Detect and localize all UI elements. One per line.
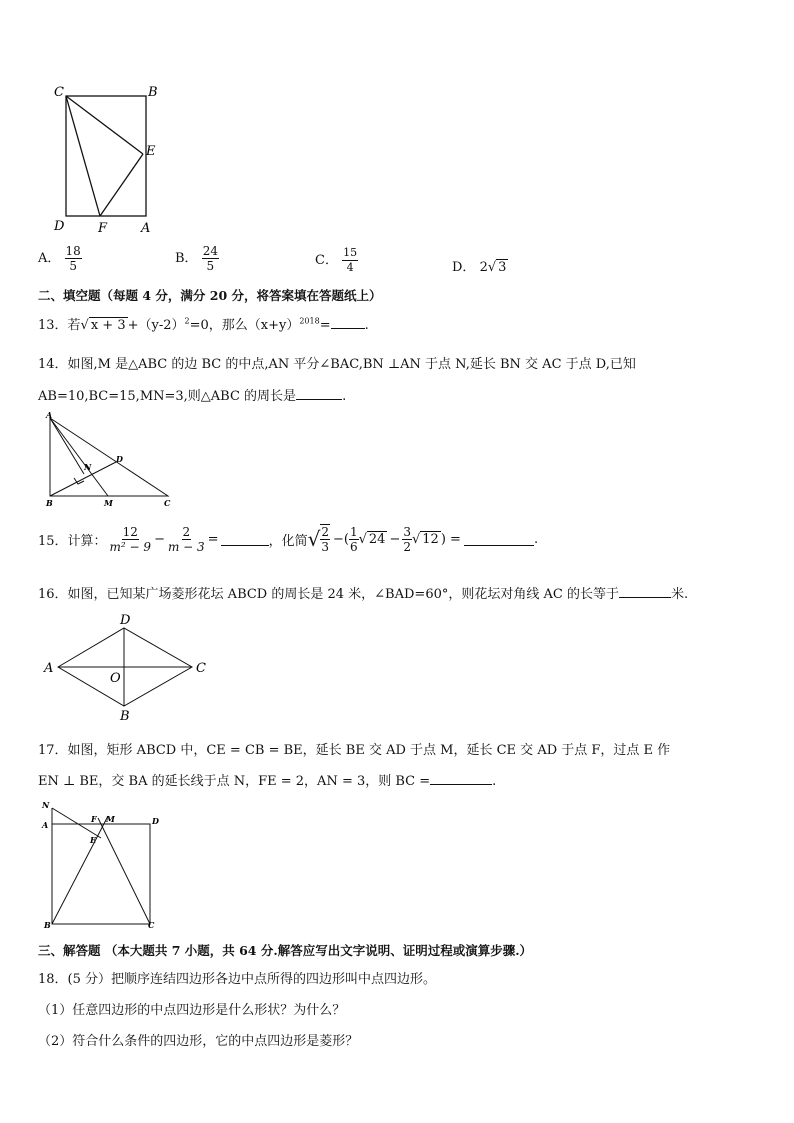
question-14-line1: 14．如图,M 是△ABC 的边 BC 的中点,AN 平分∠BAC,BN ⊥AN 于点 N,延长 BN 交 AC 于点 D,已知 xyxy=(38,357,636,372)
figure-q12-rectangle xyxy=(48,80,168,235)
choice-c-fraction: $\frac{15}{4}$ xyxy=(343,246,358,274)
choice-a[interactable]: A． $\frac{18}{5}$ xyxy=(38,244,81,273)
figure-q17-rectangle xyxy=(40,798,170,933)
segment-cf xyxy=(98,818,150,924)
label-a: A xyxy=(141,221,151,235)
label-f: F xyxy=(98,221,108,235)
fraction-2-over-m-3: $\frac{2}{m - 3}$ xyxy=(167,524,205,554)
fraction-2-over-3: $\frac{2}{3}$ xyxy=(321,525,329,554)
segment-am xyxy=(50,418,108,496)
question-13: 13．若√ $x + 3 +(y-2)^2=0$，那么$(x+y)^{2018}=$ . xyxy=(38,316,369,333)
label-o: O xyxy=(110,671,121,686)
section-3-heading: 三、解答题 （本大题共 7 小题，共 64 分.解答应写出文字说明、证明过程或演算步骤.） xyxy=(38,943,533,958)
label-b: B xyxy=(44,920,51,930)
label-m: M xyxy=(106,814,115,824)
choice-b[interactable]: B． $\frac{24}{5}$ xyxy=(175,244,218,273)
answer-blank-13[interactable] xyxy=(331,316,365,329)
label-c: C xyxy=(164,498,171,508)
fraction-12-over-m2-9: $\frac{12}{\text{m² − 9}}$ xyxy=(109,524,152,554)
label-c: C xyxy=(196,661,206,676)
rect-cbad xyxy=(66,96,146,216)
segment-an xyxy=(50,418,84,474)
choice-a-fraction: $\frac{18}{5}$ xyxy=(65,244,81,273)
label-a: A xyxy=(44,661,54,676)
question-18-part2: （2）符合什么条件的四边形，它的中点四边形是菱形？ xyxy=(38,1034,359,1049)
label-a: A xyxy=(46,410,53,420)
label-a: A xyxy=(42,820,49,830)
choice-d[interactable]: D． 2√ 3 xyxy=(452,260,507,275)
label-e: E xyxy=(146,144,156,159)
label-d: D xyxy=(54,219,65,234)
label-c: C xyxy=(148,920,155,930)
question-15: 15．计算： $\frac{12}{\text{m² − 9}}$ − $\frac{2}{m - 3}$ = ，化简 √ $\frac{2}{3}$ −( $\frac{1}{6}$ √ 24 − $\frac{3}{2}$ √ 12 ) = . xyxy=(38,524,539,554)
segment-fe xyxy=(100,154,143,216)
label-f: F xyxy=(91,814,97,824)
label-e: E xyxy=(90,835,97,845)
label-c: C xyxy=(54,85,64,100)
section-2-heading: 二、填空题（每题 4 分，满分 20 分，将答案填在答题纸上） xyxy=(38,288,382,303)
segment-cf xyxy=(66,96,100,216)
choice-b-fraction: $\frac{24}{5}$ xyxy=(202,244,218,273)
label-b: B xyxy=(46,498,53,508)
question-14-line2: AB=10,BC=15,MN=3,则△ABC 的周长是 . xyxy=(38,389,347,404)
question-18-stem: 18．(5 分）把顺序连结四边形各边中点所得的四边形叫中点四边形。 xyxy=(38,972,437,987)
segment-bm xyxy=(52,816,108,924)
question-17-line1: 17．如图，矩形 ABCD 中，CE = CB = BE，延长 BE 交 AD 于点 M，延长 CE 交 AD 于点 F，过点 E 作 xyxy=(38,743,671,758)
figure-q16-rhombus xyxy=(40,610,220,725)
fraction-1-over-6: $\frac{1}{6}$ xyxy=(349,524,358,554)
answer-blank-14[interactable] xyxy=(296,387,342,400)
figure-q14-triangle xyxy=(40,410,180,510)
answer-blank-16[interactable] xyxy=(619,585,671,598)
label-d: D xyxy=(152,816,159,826)
label-m: M xyxy=(104,498,113,508)
label-b: B xyxy=(120,709,130,724)
question-17-line2: EN ⊥ BE，交 BA 的延长线于点 N，FE = 2，AN = 3，则 BC = . xyxy=(38,774,497,789)
segment-bd xyxy=(50,462,116,496)
rect-abcd xyxy=(52,824,150,924)
answer-blank-15a[interactable] xyxy=(221,533,269,546)
fraction-3-over-2: $\frac{3}{2}$ xyxy=(403,524,411,554)
label-d: D xyxy=(116,454,123,464)
choice-c[interactable]: C． $\frac{15}{4}$ xyxy=(315,246,358,274)
answer-blank-15b[interactable] xyxy=(464,533,534,546)
label-n: N xyxy=(42,800,50,810)
segment-ce xyxy=(66,96,143,154)
question-18-part1: （1）任意四边形的中点四边形是什么形状？为什么？ xyxy=(38,1003,346,1018)
label-n: N xyxy=(84,462,92,472)
label-b: B xyxy=(148,85,158,100)
answer-blank-17[interactable] xyxy=(430,772,492,785)
triangle-abc xyxy=(50,418,168,496)
question-16: 16．如图，已知某广场菱形花坛 ABCD 的周长是 24 米，∠BAD=60°，则花坛对角线 AC 的长等于 米. xyxy=(38,587,689,602)
label-d: D xyxy=(120,613,131,628)
